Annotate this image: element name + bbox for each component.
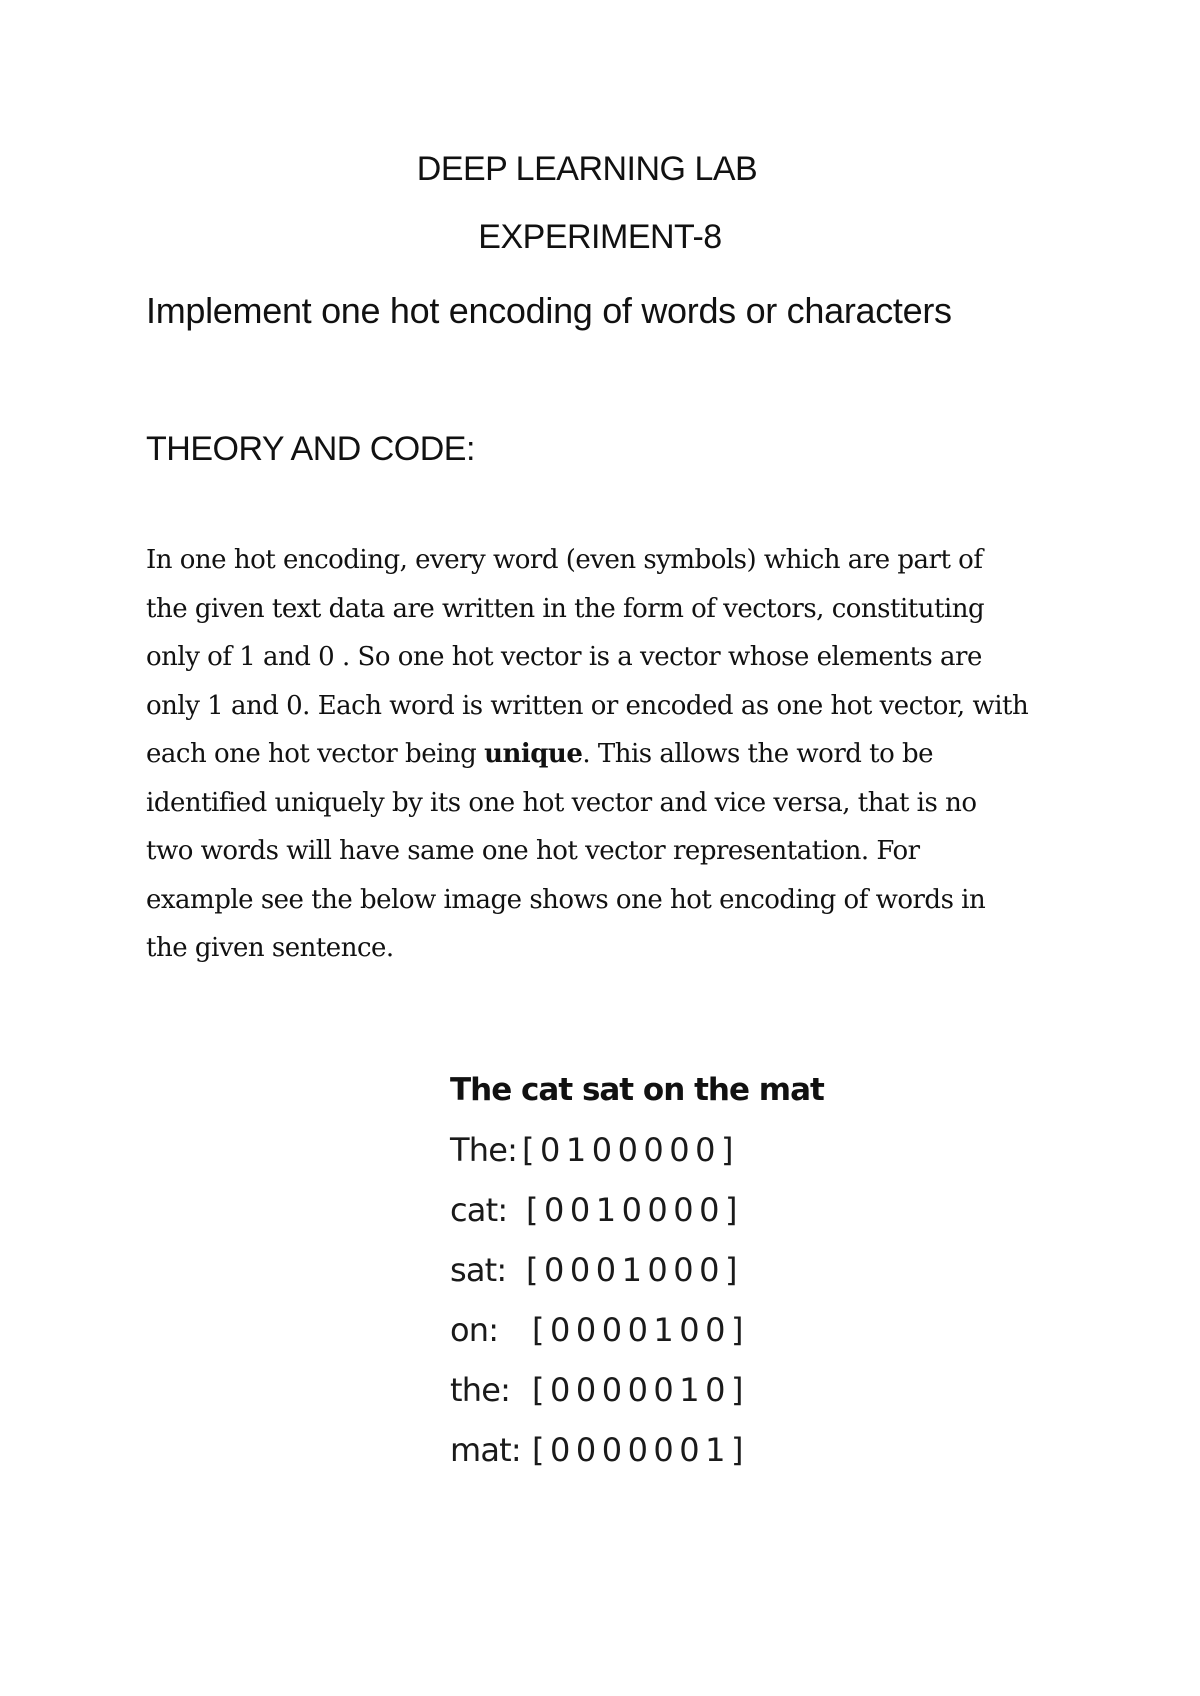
one-hot-encoding-figure xyxy=(450,1068,870,1488)
encoding-word: mat: xyxy=(450,1431,521,1469)
encoding-row xyxy=(450,1308,870,1368)
paragraph-text: each one hot vector being xyxy=(146,739,485,769)
encoding-word: the: xyxy=(450,1371,511,1409)
encoding-vector: [0000100] xyxy=(532,1311,749,1349)
encoding-row xyxy=(450,1188,870,1248)
encoding-word: sat: xyxy=(450,1251,507,1289)
section-heading: THEORY AND CODE: xyxy=(146,430,475,468)
experiment-title: EXPERIMENT-8 xyxy=(478,218,722,256)
lab-title: DEEP LEARNING LAB xyxy=(416,150,758,188)
encoding-vector: [0000010] xyxy=(532,1371,749,1409)
encoding-row xyxy=(450,1248,870,1308)
encoding-word: The: xyxy=(450,1131,518,1169)
paragraph-line: example see the below image shows one hot encoding of words in xyxy=(146,884,986,915)
experiment-aim: Implement one hot encoding of words or characters xyxy=(146,290,952,331)
encoding-word: cat: xyxy=(450,1191,508,1229)
paragraph-line: only 1 and 0. Each word is written or encoded as one hot vector, with xyxy=(146,690,1029,721)
paragraph-line xyxy=(146,730,1086,779)
encoding-vector: [0001000] xyxy=(526,1251,743,1289)
paragraph-line: two words will have same one hot vector representation. For xyxy=(146,836,920,866)
encoding-word: on: xyxy=(450,1311,499,1349)
figure-sentence: The cat sat on the mat xyxy=(450,1072,824,1108)
paragraph-line: identified uniquely by its one hot vector and vice versa, that is no xyxy=(146,787,977,818)
encoding-row xyxy=(450,1128,870,1188)
paragraph-line: the given sentence. xyxy=(146,933,394,963)
encoding-vector: [0010000] xyxy=(526,1191,743,1229)
emphasis-unique: unique xyxy=(484,739,583,769)
encoding-vector: [0100000] xyxy=(522,1131,739,1169)
encoding-row xyxy=(450,1368,870,1428)
paragraph-line: only of 1 and 0 . So one hot vector is a vector whose elements are xyxy=(146,642,982,672)
encoding-vector: [0000001] xyxy=(532,1431,749,1469)
paragraph-text: . This allows the word to be xyxy=(582,739,934,769)
paragraph-line: the given text data are written in the form of vectors, constituting xyxy=(146,593,985,624)
encoding-row xyxy=(450,1428,870,1488)
paragraph-line: In one hot encoding, every word (even symbols) which are part of xyxy=(146,545,983,575)
theory-paragraph xyxy=(146,536,1086,973)
